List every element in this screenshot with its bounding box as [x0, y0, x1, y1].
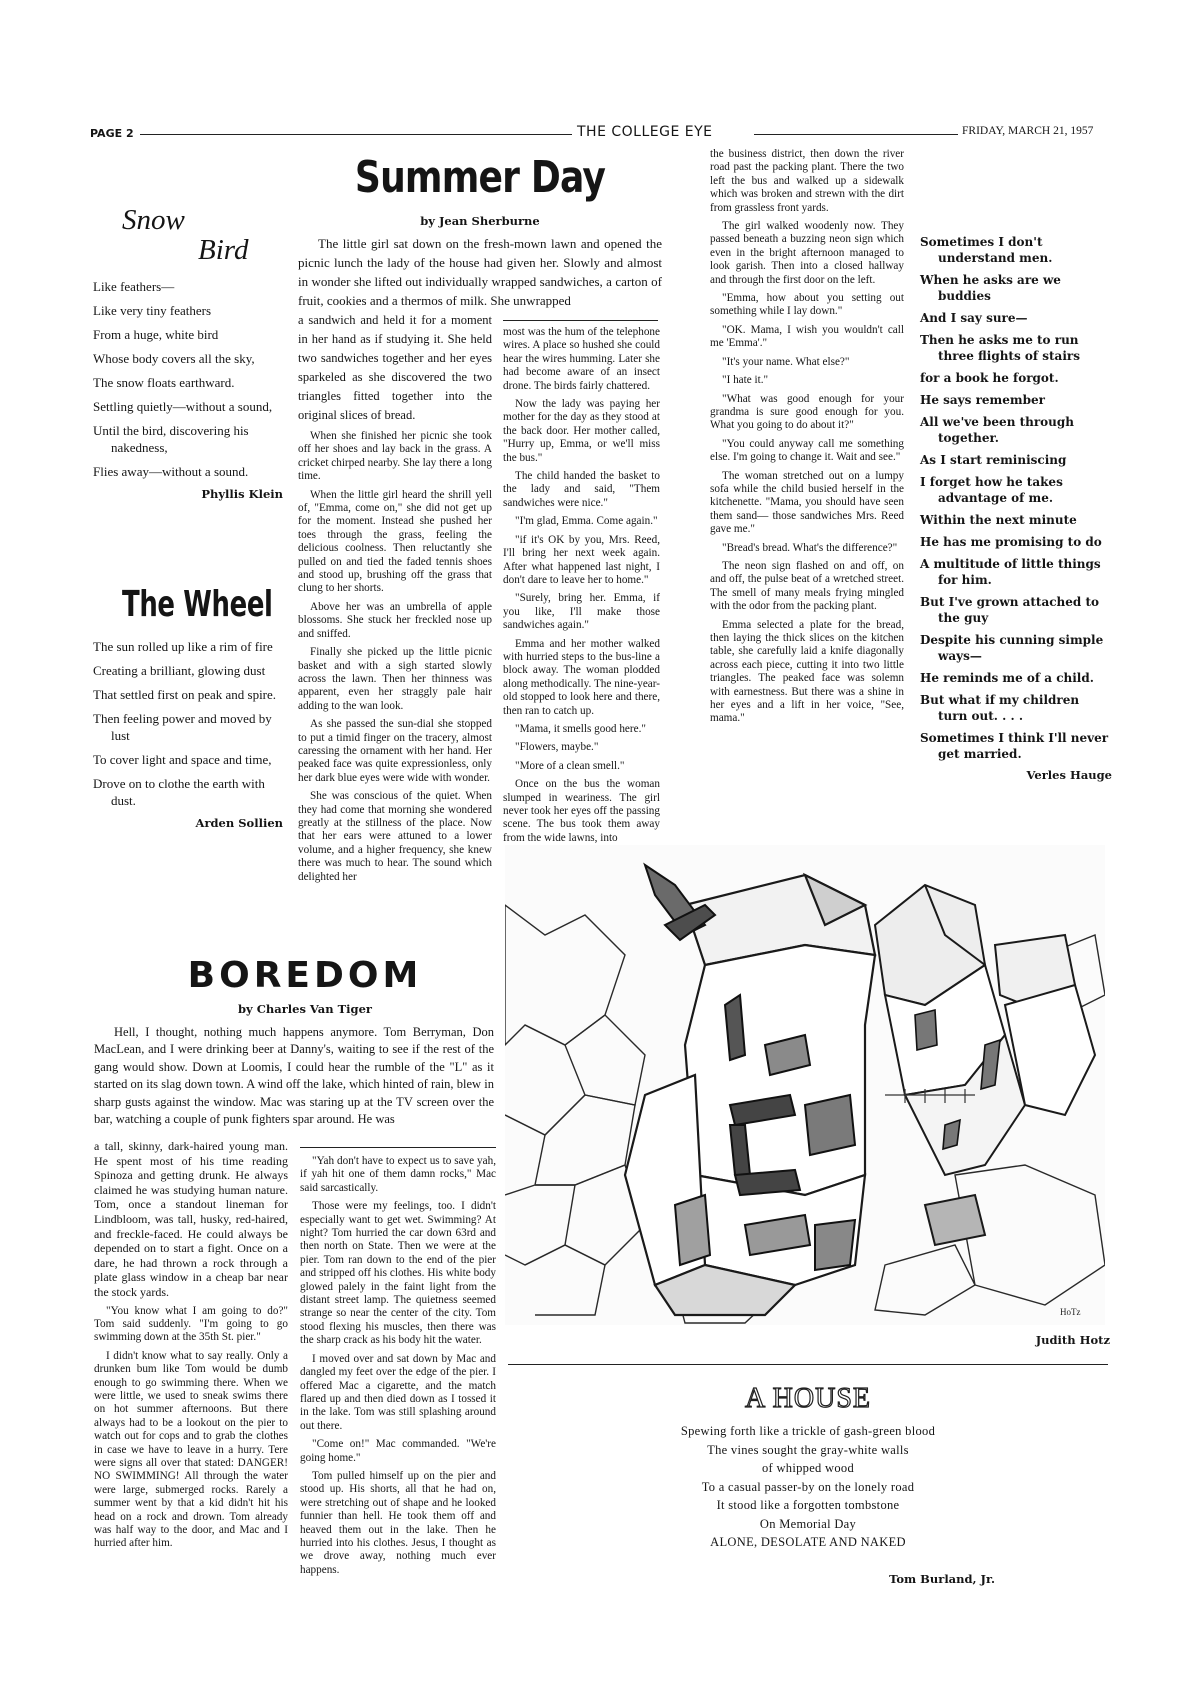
poem-line: To cover light and space and time,: [93, 752, 272, 767]
poem-line: But I've grown attached to the guy: [920, 595, 1100, 625]
summer-day-paragraph: "You could anyway call me something else. I'm going to change it. Wait and see.": [710, 437, 904, 464]
snow-bird-title: [122, 204, 185, 237]
poem-line: Drove on to clothe the earth with dust.: [93, 776, 265, 808]
snow-bird-author: Phyllis Klein: [201, 487, 283, 501]
summer-day-column-3: [710, 148, 904, 726]
poem-line: That settled first on peak and spire.: [93, 687, 277, 702]
summer-day-paragraph: "Bread's bread. What's the difference?": [722, 541, 898, 554]
poem-line: But what if my children turn out. . . .: [920, 693, 1080, 723]
poem-line: Despite his cunning simple ways—: [920, 633, 1104, 663]
illustration-credit: Judith Hotz: [1035, 1333, 1110, 1347]
poem-line: The snow floats earthward.: [93, 375, 235, 390]
summer-day-paragraph: When the little girl heard the shrill yell of, "Emma, come on," she did not get up for the moment. Instead she pushed her toes through the grass, feeling the delicious coolness. Then reluctantly she pulled on and tied the faded tennis shoes and stood up, brushing off the grass that clung to her shorts.: [298, 488, 492, 595]
poem-line: On Memorial Day: [759, 1516, 857, 1531]
summer-day-paragraph: "It's your name. What else?": [722, 355, 850, 368]
summer-day-paragraph: most was the hum of the telephone wires. A place so hushed she could hear the wires humming. Later she had become aware of an insect drone. The birds fairly chattered.: [503, 326, 660, 392]
poem-line: Whose body covers all the sky,: [93, 351, 255, 366]
summer-day-paragraph: Emma and her mother walked with hurried steps to the bus-line a block away. The woman plodded along methodically. The nine-year-old stopped to look here and there, then ran to catch up.: [503, 637, 660, 717]
poem-line: To a casual passer-by on the lonely road: [701, 1479, 915, 1494]
summer-day-column-2: [503, 326, 660, 845]
buddies-poem-author: Verles Hauge: [1026, 768, 1112, 782]
poem-line: Then he asks me to run three flights of stairs: [920, 333, 1080, 363]
boredom-column-1: [94, 1139, 288, 1551]
summer-day-paragraph: "I'm glad, Emma. Come again.": [515, 515, 658, 528]
summer-day-lead-paragraph: The little girl sat down on the fresh-mown lawn and opened the picnic lunch the lady of the house had given her. Slowly and almost in wonder she lifted out individually wrapped sandwiches, a carton of fruit, cookies and a thermos of milk. She unwrapped: [298, 236, 662, 308]
boredom-lead-paragraph: Hell, I thought, nothing much happens anymore. Tom Berryman, Don MacLean, and I were drinking beer at Danny's, waiting to see if the rest of the gang would show. Down at Loomis, I could hear the rumble of the "L" as it started on its slag down town. A wind off the lake, which hinted of rain, blew in sharp gusts against the window. Mac was staring up at the TV screen over the bar, watching a couple of punk fighters spar around. He was: [94, 1025, 494, 1127]
poem-line: Flies away—without a sound.: [93, 464, 249, 479]
summer-day-paragraph: Above her was an umbrella of apple blossoms. She stuck her freckled nose up and sniffed.: [298, 600, 492, 640]
summer-day-title: Summer Day: [354, 152, 606, 203]
poem-line: He says remember: [920, 393, 1045, 407]
summer-day-lead: [298, 234, 662, 310]
page-header: [90, 124, 1110, 142]
snow-bird-title-line2: Bird: [198, 234, 249, 266]
a-house-title: A HOUSE: [744, 1383, 871, 1414]
boredom-byline: by Charles Van Tiger: [238, 1002, 372, 1016]
poem-line: Sometimes I think I'll never get married.: [920, 731, 1109, 761]
poem-line: Then feeling power and moved by lust: [93, 711, 272, 743]
summer-day-paragraph: "Surely, bring her. Emma, if you like, I'll make those sandwiches again.": [503, 592, 660, 632]
summer-day-paragraph: When she finished her picnic she took off her shoes and lay back in the grass. A cricket chirped nearby. She lay there a long time.: [298, 430, 492, 483]
summer-day-byline: by Jean Sherburne: [420, 214, 540, 228]
poem-line: Creating a brilliant, glowing dust: [93, 663, 266, 678]
the-wheel-title: The Wheel: [122, 584, 273, 625]
boredom-paragraph: I moved over and sat down by Mac and dangled my feet over the edge of the pier. I offered Mac a cigarette, and the match flared up and then died down as I tossed it in the lake. Tom was still splashing around out there.: [300, 1352, 496, 1432]
summer-day-paragraph: "Mama, it smells good here.": [515, 722, 646, 735]
summer-day-column-1: [298, 311, 492, 884]
poem-line: The sun rolled up like a rim of fire: [93, 639, 273, 654]
poem-line: When he asks are we buddies: [920, 273, 1061, 303]
poem-line: for a book he forgot.: [920, 371, 1059, 385]
boredom-paragraph: I didn't know what to say really. Only a drunken bum like Tom would be dumb enough to go swimming there. When we were little, we used to sneak swims there on hot summer afternoons. But there always had to be a lookout on the pier to watch out for cops and to grab the clothes in case we have to leave in a hurry. Tere were signs all over that stated: DANGER! NO SWIMMING! All through the water were large, submerged rocks. Rarely a summer went by that a kid didn't hit his head on a rock and drown. Tom already was half way to the door, and Mac and I hurried after him.: [94, 1349, 288, 1550]
artist-signature: HoTz: [1060, 1307, 1081, 1317]
page-number: PAGE 2: [90, 127, 134, 140]
poem-line: Within the next minute: [920, 513, 1077, 527]
summer-day-paragraph: The girl walked woodenly now. They passed beneath a buzzing neon sign which even in the bright afternoon managed to look garish. Then into a closed hallway and through the first door on the left.: [710, 220, 904, 286]
summer-day-paragraph: The child handed the basket to the lady and said, "Them sandwiches were nice.": [503, 470, 660, 509]
boredom-column-2: [300, 1155, 496, 1577]
poem-line: As I start reminiscing: [920, 453, 1067, 467]
issue-date: FRIDAY, MARCH 21, 1957: [962, 125, 1094, 137]
poem-line: I forget how he takes advantage of me.: [920, 475, 1063, 505]
masthead: THE COLLEGE EYE: [577, 124, 713, 140]
summer-day-paragraph: "I hate it.": [722, 374, 769, 387]
poem-line: Settling quietly—without a sound,: [93, 399, 273, 414]
summer-day-paragraph: Once on the bus the woman slumped in weariness. The girl never took her eyes off the passing scene. The bus took them away from the wide lawns, into: [503, 778, 660, 844]
summer-day-paragraph: Emma selected a plate for the bread, then laying the thick slices on the kitchen table, she carefully laid a knife diagonally across each piece, cutting it into two little triangles. The peaked face was solemn with earnestness. But there was a shine in her eyes and a lift in her voice, "See, mama.": [710, 618, 904, 725]
boredom-paragraph: "Yah don't have to expect us to save yah, if yah hit one of them damn rocks," Mac said sarcastically.: [300, 1155, 496, 1194]
poem-line: The vines sought the gray-white walls: [707, 1442, 909, 1457]
boredom-paragraph: Those were my feelings, too. I didn't especially want to get wet. Swimming? At night? Tom hurried the car down 63rd and then north on State. Then we were at the pier. Tom ran down to the end of the pier and stripped off his clothes. His white body glowed palely in the faint light from the distant street lamp. The quietness seemed strange so near the center of the city. Tom stood flexing his muscles, then there was the sharp crack as his body hit the water.: [300, 1200, 496, 1347]
buddies-poem: [920, 234, 1112, 782]
snow-bird-title-2: [198, 234, 248, 267]
summer-day-paragraph: "Emma, how about you setting out something while I lay down.": [710, 292, 904, 318]
poem-line: Sometimes I don't understand men.: [920, 235, 1053, 265]
summer-day-paragraph: "OK. Mama, I wish you wouldn't call me 'Emma'.": [710, 323, 904, 350]
summer-day-paragraph: a sandwich and held it for a moment in her hand as if studying it. She held two sandwiches together and her eyes sparkeled as she discovered the two triangles fitted together into the original slices of bread.: [298, 313, 492, 422]
summer-day-paragraph: "if it's OK by you, Mrs. Reed, I'll bring her next week again. After what happened last night, I don't dare to leave her to home.": [503, 533, 660, 586]
poem-line: A multitude of little things for him.: [920, 557, 1101, 587]
summer-day-paragraph: The woman stretched out on a lumpy sofa while the child busied herself in the kitchenette. "Mama, you should have seen them sand— those sandwiches Mrs. Reed gave me.": [710, 469, 904, 536]
poem-line: ALONE, DESOLATE AND NAKED: [710, 1535, 906, 1549]
summer-day-paragraph: As she passed the sun-dial she stopped to put a timid finger on the tracery, almost caressing the ornament with her hand. Her peaked face was quite expressionless, only her dark blue eyes were wide with wonder.: [298, 718, 492, 784]
snow-bird-title-line1: Snow: [122, 204, 185, 236]
boredom-title: BOREDOM: [187, 955, 423, 996]
boredom-lead: [94, 1024, 494, 1128]
a-house-poem: [508, 1422, 1108, 1552]
poem-line: He reminds me of a child.: [920, 671, 1094, 685]
summer-day-paragraph: She was conscious of the quiet. When they had come that morning she wondered greatly at the stillness of the place. Now that her ears were attuned to a lower volume, and a higher frequency, she knew there was much to hear. The sound which delighted her: [298, 790, 492, 883]
poem-line: He has me promising to do: [920, 535, 1102, 549]
the-wheel-author: Arden Sollien: [195, 816, 283, 830]
poem-line: of whipped wood: [762, 1461, 854, 1475]
boredom-paragraph: a tall, skinny, dark-haired young man. He spent most of his time reading Spinoza and getting drunk. He always claimed he was studying human nature. Tom, once a standout lineman for Lindbloom, was tall, husky, red-haired, and freckle-faced. He could always be depended on to start a fight. Once on a dare, he had thrown a rock through a plate glass window in a cheap bar near the stock yards.: [94, 1139, 288, 1299]
house-illustration-drawing: [505, 845, 1105, 1325]
poem-line: And I say sure—: [920, 311, 1028, 325]
poem-line: Like very tiny feathers: [93, 303, 212, 318]
summer-day-paragraph: The neon sign flashed on and off, on and off, the pulse beat of a wretched street. The smell of many meals frying mingled with the odor from the packing plant.: [710, 559, 904, 613]
poem-line: Spewing forth like a trickle of gash-green blood: [680, 1424, 936, 1438]
boredom-paragraph: "You know what I am going to do?" Tom said suddenly. "I'm going to go swimming down at the 35th St. pier.": [94, 1304, 288, 1344]
boredom-paragraph: Tom pulled himself up on the pier and stood up. His shorts, all that he had on, were stretching out of shape and he looked funnier than hell. He took them off and heaved them out in the lake. Then he hurried into his clothes. Jesus, I thought as we drove away, nothing much ever happens.: [300, 1469, 496, 1576]
poem-line: Until the bird, discovering his nakedness,: [93, 423, 249, 455]
summer-day-paragraph: Finally she picked up the little picnic basket and with a sigh started slowly across the lawn. Then her thinness was apparent, even her straggly pale hair adding to the wan look.: [298, 646, 492, 712]
poem-line: From a huge, white bird: [93, 327, 219, 342]
a-house-author: Tom Burland, Jr.: [889, 1572, 995, 1586]
poem-line: It stood like a forgotten tombstone: [716, 1498, 900, 1512]
summer-day-paragraph: "Flowers, maybe.": [515, 741, 599, 754]
summer-day-paragraph: the business district, then down the river road past the packing plant. There the two left the bus and walked up a sidewalk which was broken and strewn with the dirt from grassless front yards.: [710, 148, 904, 214]
poem-line: Like feathers—: [93, 279, 175, 294]
poem-line: All we've been through together.: [920, 415, 1075, 445]
boredom-paragraph: "Come on!" Mac commanded. "We're going home.": [300, 1438, 496, 1464]
the-wheel-poem: [93, 638, 283, 830]
summer-day-paragraph: "More of a clean smell.": [515, 759, 625, 772]
house-illustration: [505, 845, 1105, 1325]
summer-day-paragraph: "What was good enough for your grandma is sure good enough for you. What you going to do about it?": [710, 392, 904, 432]
snow-bird-poem: [93, 278, 283, 501]
summer-day-paragraph: Now the lady was paying her mother for the day as they stood at the back door. Her mother called, "Hurry up, Emma, or we'll miss the bus.": [503, 398, 660, 464]
